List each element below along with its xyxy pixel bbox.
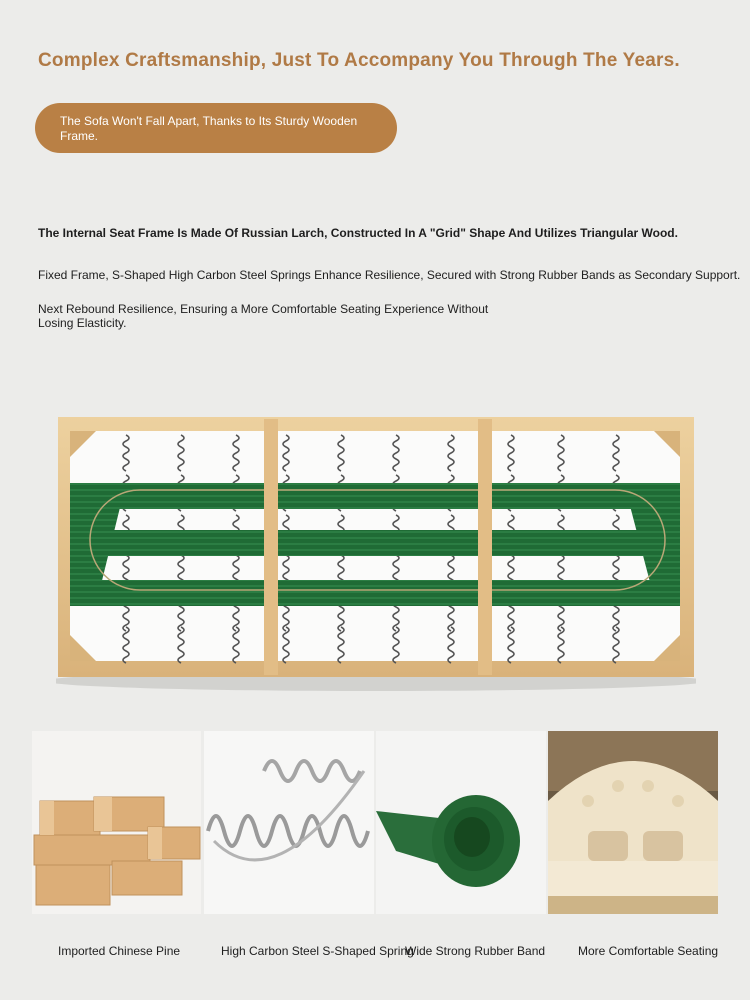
- materials-photo-strip: [32, 731, 718, 914]
- caption-seating: More Comfortable Seating: [578, 944, 719, 958]
- frame-claim-text: The Sofa Won't Fall Apart, Thanks to Its Sturdy Wooden Frame.: [60, 114, 358, 143]
- feature-line-springs: Fixed Frame, S-Shaped High Carbon Steel Springs Enhance Resilience, Secured with Strong Rubber Bands as Secondary Support.: [38, 268, 741, 282]
- pine-lumber-photo: [32, 731, 201, 914]
- seat-frame-illustration: [56, 405, 696, 695]
- rubber-band-roll-photo: [376, 731, 546, 914]
- s-spring-photo: [204, 731, 374, 914]
- sofa-photo: [548, 731, 718, 914]
- caption-band: Wide Strong Rubber Band: [405, 944, 546, 958]
- caption-spring: High Carbon Steel S-Shaped Spring: [221, 944, 414, 958]
- feature-line-frame: The Internal Seat Frame Is Made Of Russian Larch, Constructed In A "Grid" Shape And Utilizes Triangular Wood.: [38, 226, 678, 240]
- frame-claim-badge: [35, 103, 397, 153]
- caption-pine: Imported Chinese Pine: [58, 944, 181, 958]
- page-headline: Complex Craftsmanship, Just To Accompany You Through The Years.: [38, 50, 680, 71]
- feature-line-resilience: Next Rebound Resilience, Ensuring a More Comfortable Seating Experience Without Losing Elasticity.: [38, 302, 489, 330]
